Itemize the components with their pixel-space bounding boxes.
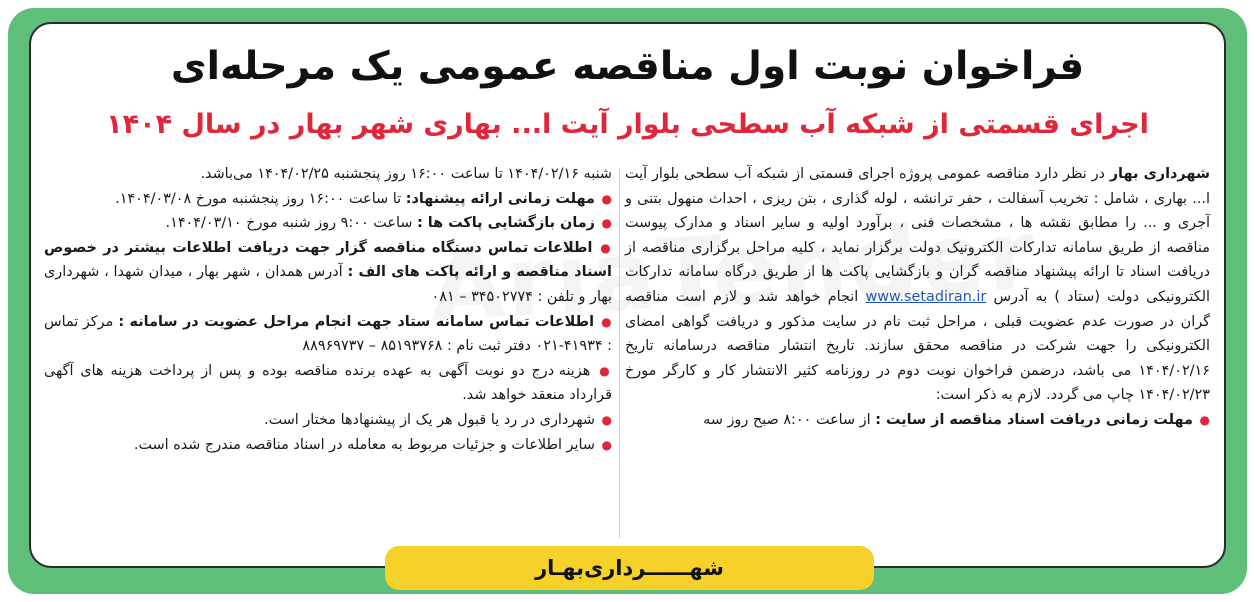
document-deadline-label: مهلت زمانی دریافت اسناد مناقصه از سایت : [875,411,1193,428]
document-deadline-continued: شنبه ۱۴۰۴/۰۲/۱۶ تا ساعت ۱۶:۰۰ روز پنجشنبه ۱۴۰۴/۰۲/۲۵ می‌باشد. [200,166,612,182]
setad-contact-label: اطلاعات تماس سامانه ستاد جهت انجام مراحل عضویت در سامانه : [118,313,595,330]
note-text: شهرداری در رد یا قبول هر یک از پیشنهادها مختار است. [264,411,595,428]
opening-time-label: زمان بازگشایی پاکت ها : [417,215,595,232]
intro-text: در نظر دارد مناقصه عمومی پروژه اجرای قسمتی از شبکه آب سطحی بلوار آیت ا... بهاری ، شامل : تخریب آسفالت ، حفر ترانشه ، لوله گذاری ، بتن ریزی ، احداث منهول بتنی و آجری و ... را مطابق نقشه ها ، مشخصات فنی ، برآورد اولیه و سایر اسناد و مدارک پیوست مناقصه از طریق سامانه تدارکات الکترونیک دولت برگزار نماید ، کلیه مراحل برگزاری مناقصه از دریافت اسناد تا ارائه پیشنهاد مناقصه گران و بازگشایی پاکت ها از طریق درگاه سامانه تدارکات الکترونیکی دولت (ستاد ) به آدرس [625,166,1211,305]
right-column [625,162,1210,433]
document-deadline-text: از ساعت ۸:۰۰ صبح روز سه [703,411,871,428]
note-item [44,433,612,458]
setad-website-link[interactable]: www.setadiran.ir [865,288,987,305]
submission-deadline-label: مهلت زمانی ارائه پیشنهاد: [405,190,595,207]
bullet-icon: ● [1199,412,1210,427]
opening-time [44,211,612,236]
bullet-icon: ● [601,314,612,329]
document-deadline [625,408,1210,433]
opening-time-text: ساعت ۹:۰۰ روز شنبه مورخ ۱۴۰۴/۰۳/۱۰. [165,215,413,232]
setad-contact [44,310,612,359]
note-text: سایر اطلاعات و جزئیات مربوط به معامله در اسناد مناقصه مندرج شده است. [133,436,595,453]
intro-paragraph [625,162,1210,408]
notice-title: فراخوان نوبت اول مناقصه عمومی یک مرحله‌ای [170,44,1085,89]
submission-deadline-text: تا ساعت ۱۶:۰۰ روز پنجشنبه مورخ ۱۴۰۴/۰۳/۰۸. [115,190,402,207]
bullet-icon: ● [599,363,612,378]
notice-subtitle: اجرای قسمتی از شبکه آب سطحی بلوار آیت ا... بهاری شهر بهار در سال ۱۴۰۴ [106,109,1149,140]
note-item [44,359,612,408]
note-item [44,408,612,433]
column-divider [619,168,620,538]
bullet-icon: ● [600,240,613,255]
bullet-icon: ● [601,191,612,206]
left-column [44,162,612,457]
contact-info [44,236,612,310]
submission-deadline [44,187,612,212]
intro-text-continued: انجام خواهد شد و لازم است مناقصه گران در صورت عدم عضویت قبلی ، مراحل ثبت نام در سایت مذکور و دریافت گواهی امضای الکترونیکی را جهت شرکت در مناقصه محقق سازند. تاریخ انتشار مناقصه درسامانه تاریخ ۱۴۰۴/۰۲/۱۶ می باشد، درضمن فراخوان نوبت دوم در روزنامه کثیر الانتشار کار و کارگر مورخ ۱۴۰۴/۰۲/۲۳ چاپ می گردد. لازم به ذکر است: [625,288,1210,404]
setad-contact-text: مرکز تماس : ۴۱۹۳۴-۰۲۱ دفتر ثبت نام : ۸۵۱۹۳۷۶۸ – ۸۸۹۶۹۷۳۷ [44,313,612,355]
footer-signature: شهــــــرداری‌بهـار [385,546,874,590]
bullet-icon: ● [601,437,612,452]
contact-info-text: آدرس همدان ، شهر بهار ، میدان شهدا ، شهرداری بهار و تلفن : ۳۴۵۰۲۷۷۴ – ۰۸۱ [44,264,612,305]
bullet-icon: ● [601,412,612,427]
bullet-icon: ● [601,216,612,231]
note-text: هزینه درج دو نوبت آگهی به عهده برنده مناقصه بوده و پس از پرداخت هزینه های آگهی قرارداد منعقد خواهد شد. [44,362,612,404]
org-name: شهرداری بهار [1109,166,1211,182]
contact-info-label: اطلاعات تماس دستگاه مناقصه گزار جهت دریافت اطلاعات بیشتر در خصوص اسناد مناقصه و ارائه پاکت های الف : [44,239,612,281]
